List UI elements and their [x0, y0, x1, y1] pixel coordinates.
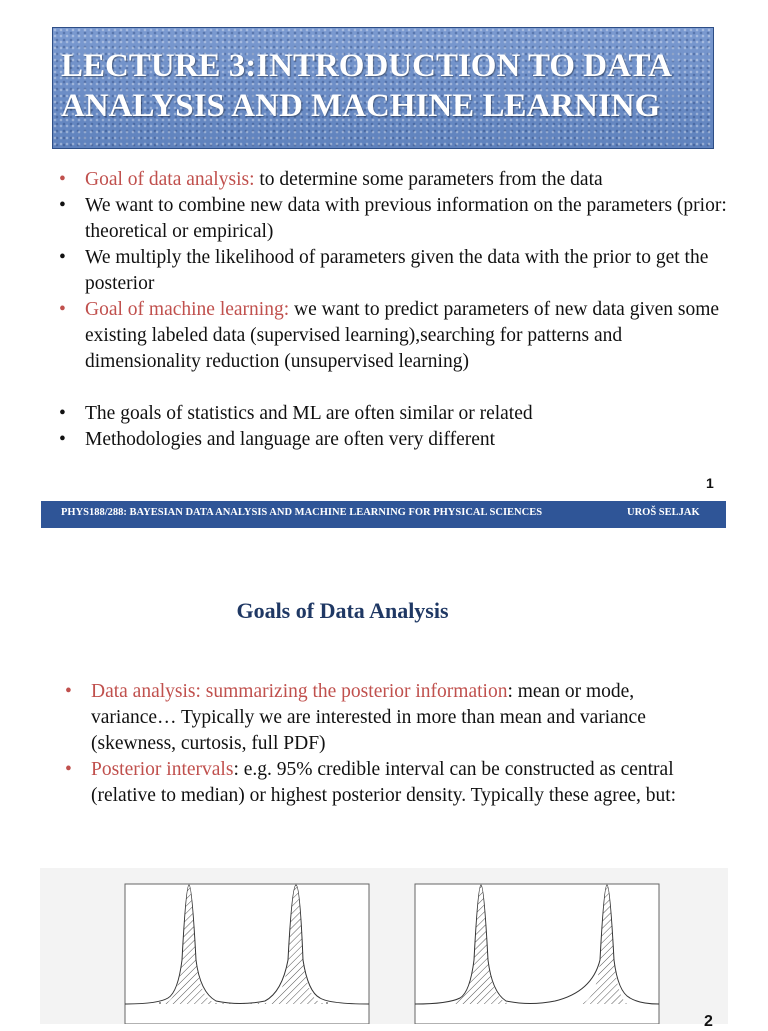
slide1-page-number: 1	[706, 475, 714, 491]
bullet-likelihood-prior	[57, 245, 737, 297]
bullet-goal-machine-learning	[57, 297, 737, 375]
bimodal-density-plots	[40, 868, 728, 1024]
slide2-title: Goals of Data Analysis	[236, 598, 449, 623]
bullet-summarizing-posterior	[63, 679, 723, 757]
lecture-title	[61, 46, 709, 126]
bullet-text: we want to predict parameters of new data given some existing labeled data (supervised learning),searching for patterns and dimensionality reduction (unsupervised learning)	[85, 299, 720, 372]
slide-footer-bar	[41, 501, 726, 528]
bullet-combine-data	[57, 193, 737, 245]
bullet-goals-similar	[57, 401, 737, 427]
bullet-marker: •	[59, 429, 66, 450]
bullet-highlight: Goal of data analysis:	[85, 169, 255, 190]
bullet-text: to determine some parameters from the data	[254, 169, 603, 190]
bullet-text: We multiply the likelihood of parameters given the data with the prior to get the posterior	[85, 247, 709, 294]
bullet-marker: •	[59, 195, 66, 216]
lecture-title-line-2: ANALYSIS AND MACHINE LEARNING	[61, 88, 661, 124]
bullet-marker: •	[59, 299, 66, 320]
bullet-text: The goals of statistics and ML are often similar or related	[85, 403, 533, 424]
lecture-title-banner	[52, 27, 714, 149]
bullet-text: Methodologies and language are often very different	[85, 429, 496, 450]
bullet-text: We want to combine new data with previous information on the parameters (prior: theoretical or empirical)	[85, 195, 727, 242]
slide2-page-number: 2	[704, 1013, 713, 1030]
central-interval-panel	[125, 884, 369, 1024]
bullet-text: : mean or mode, variance… Typically we are interested in more than mean and variance (skewness, curtosis, full PDF)	[91, 681, 646, 754]
lecture-title-line-1: LECTURE 3:INTRODUCTION TO DATA	[61, 48, 672, 84]
slide1-bullet-list	[57, 167, 737, 453]
bullet-marker: •	[65, 681, 72, 702]
footer-author: UROŠ SELJAK	[627, 507, 700, 518]
bullet-highlight: Posterior intervals	[91, 759, 234, 780]
bullet-text: : e.g. 95% credible interval can be constructed as central (relative to median) or highest posterior density. Typically these agree, but:	[91, 759, 677, 806]
bullet-highlight: Data analysis: summarizing the posterior information	[91, 681, 508, 702]
bullet-posterior-intervals	[63, 757, 723, 809]
bullet-goal-data-analysis	[57, 167, 737, 193]
bullet-marker: •	[59, 247, 66, 268]
footer-course-title: PHYS188/288: BAYESIAN DATA ANALYSIS AND MACHINE LEARNING FOR PHYSICAL SCIENCES	[61, 507, 543, 518]
bullet-marker: •	[59, 403, 66, 424]
slide2-bullet-list	[63, 679, 723, 809]
bullet-highlight: Goal of machine learning:	[85, 299, 290, 320]
hpd-interval-panel	[415, 884, 659, 1024]
bullet-methodologies	[57, 427, 737, 453]
posterior-interval-figure	[40, 868, 728, 1024]
bullet-marker: •	[59, 169, 66, 190]
bullet-marker: •	[65, 759, 72, 780]
